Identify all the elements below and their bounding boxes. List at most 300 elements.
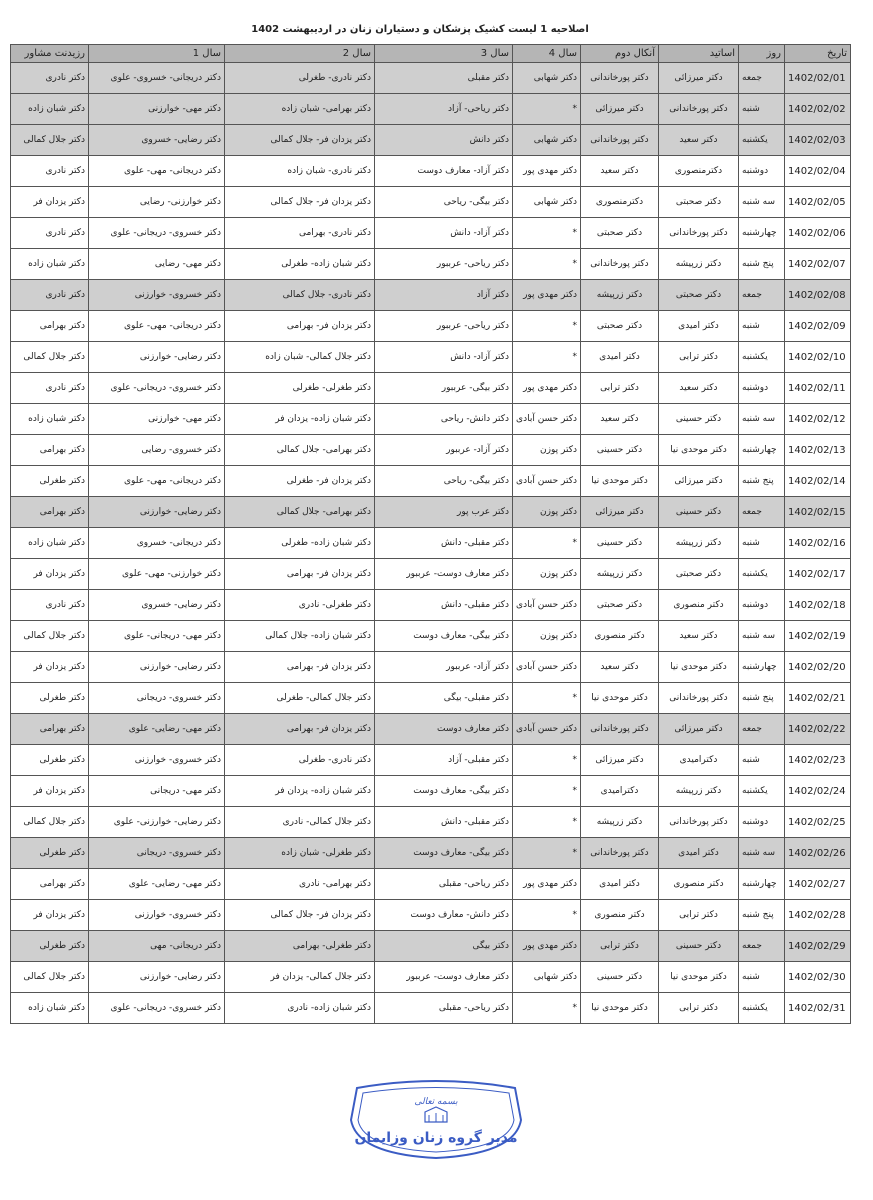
table-row [11,931,851,962]
table-row [11,342,851,373]
table-row [11,373,851,404]
cell-year-3: دکتر ریاحی- مقبلی [375,869,513,900]
cell-year-4: دکتر پوزن [513,559,581,590]
cell-year-3: دکتر بیگی- ریاحی [375,187,513,218]
cell-year-3: دکتر بیگی- معارف دوست [375,838,513,869]
cell-professor: دکتر موحدی نیا [659,962,739,993]
cell-year-2: دکتر شبان زاده- یزدان فر [225,776,375,807]
cell-year-1: دکتر خسروی- دریجانی- علوی [89,218,225,249]
cell-year-2: دکتر شبان زاده- جلال کمالی [225,621,375,652]
cell-year-3: دکتر آزاد- عرببور [375,435,513,466]
cell-year-1: دکتر مهی- دریجانی- علوی [89,621,225,652]
cell-second-oncall: دکتر زرپیشه [581,280,659,311]
cell-year-3: دکتر معارف دوست- عرببور [375,559,513,590]
cell-professor: دکتر حسینی [659,931,739,962]
cell-date: 1402/02/28 [785,900,851,931]
cell-consultant-resident: دکتر یزدان فر [11,776,89,807]
cell-year-1: دکتر دریجانی- مهی- علوی [89,466,225,497]
cell-year-1: دکتر خسروی- دریجانی [89,683,225,714]
cell-year-1: دکتر مهی- خوارزنی [89,94,225,125]
cell-consultant-resident: دکتر نادری [11,156,89,187]
cell-year-3: دکتر معارف دوست- عرببور [375,962,513,993]
cell-second-oncall: دکتر صحبتی [581,311,659,342]
cell-date: 1402/02/17 [785,559,851,590]
cell-professor: دکتر سعید [659,621,739,652]
cell-year-1: دکتر خسروی- خوارزنی [89,280,225,311]
cell-year-3: دکتر دانش- ریاحی [375,404,513,435]
cell-consultant-resident: دکتر طغرلی [11,466,89,497]
table-row [11,497,851,528]
cell-date: 1402/02/27 [785,869,851,900]
cell-year-4: * [513,218,581,249]
cell-year-2: دکتر جلال کمالی- شبان زاده [225,342,375,373]
cell-second-oncall: دکتر امیدی [581,869,659,900]
cell-day: چهارشنبه [739,652,785,683]
cell-year-1: دکتر مهی- رضایی [89,249,225,280]
cell-professor: دکتر سعید [659,125,739,156]
cell-day: یکشنبه [739,342,785,373]
table-row [11,621,851,652]
cell-year-4: دکتر شهابی [513,962,581,993]
cell-second-oncall: دکتر منصوری [581,900,659,931]
cell-year-3: دکتر ریاحی- عرببور [375,249,513,280]
table-row [11,962,851,993]
cell-year-1: دکتر خوارزنی- رضایی [89,187,225,218]
cell-year-3: دکتر بیگی- معارف دوست [375,776,513,807]
cell-day: شنبه [739,962,785,993]
cell-date: 1402/02/02 [785,94,851,125]
cell-year-2: دکتر یزدان فر- بهرامی [225,311,375,342]
table-row [11,63,851,94]
cell-second-oncall: دکتر پورخاندانی [581,714,659,745]
department-stamp [347,1080,525,1160]
cell-day: شنبه [739,94,785,125]
cell-year-2: دکتر طغرلی- طغرلی [225,373,375,404]
cell-date: 1402/02/06 [785,218,851,249]
cell-year-4: * [513,249,581,280]
cell-second-oncall: دکتر موحدی نیا [581,466,659,497]
cell-date: 1402/02/19 [785,621,851,652]
table-row [11,125,851,156]
cell-year-3: دکتر مقبلی- دانش [375,807,513,838]
cell-date: 1402/02/04 [785,156,851,187]
cell-day: دوشنبه [739,373,785,404]
cell-year-3: دکتر بیگی [375,931,513,962]
cell-date: 1402/02/01 [785,63,851,94]
cell-professor: دکتر حسینی [659,497,739,528]
cell-year-2: دکتر جلال کمالی- طغرلی [225,683,375,714]
cell-day: پنج شنبه [739,900,785,931]
header-year-4: سال 4 [513,45,581,63]
cell-date: 1402/02/11 [785,373,851,404]
cell-year-4: دکتر حسن آبادی [513,714,581,745]
table-row [11,900,851,931]
cell-year-2: دکتر بهرامی- جلال کمالی [225,435,375,466]
cell-day: جمعه [739,280,785,311]
cell-second-oncall: دکتر سعید [581,652,659,683]
cell-year-2: دکتر نادری- جلال کمالی [225,280,375,311]
cell-date: 1402/02/03 [785,125,851,156]
cell-day: دوشنبه [739,156,785,187]
cell-consultant-resident: دکتر بهرامی [11,714,89,745]
cell-day: سه شنبه [739,187,785,218]
table-row [11,652,851,683]
header-second-oncall: آنکال دوم [581,45,659,63]
cell-second-oncall: دکتر صحبتی [581,590,659,621]
cell-year-3: دکتر دانش [375,125,513,156]
cell-year-1: دکتر خسروی- دریجانی- علوی [89,993,225,1024]
cell-professor: دکتر زرپیشه [659,249,739,280]
cell-date: 1402/02/05 [785,187,851,218]
cell-professor: دکتر صحبتی [659,280,739,311]
cell-year-3: دکتر معارف دوست [375,714,513,745]
cell-date: 1402/02/25 [785,807,851,838]
cell-date: 1402/02/13 [785,435,851,466]
cell-professor: دکتر منصوری [659,869,739,900]
cell-year-2: دکتر نادری- طغرلی [225,745,375,776]
cell-year-1: دکتر دریجانی- خسروی- علوی [89,63,225,94]
table-row [11,590,851,621]
cell-second-oncall: دکتر میرزائی [581,497,659,528]
cell-year-4: دکتر شهابی [513,63,581,94]
cell-year-1: دکتر رضایی- خوارزنی [89,497,225,528]
cell-professor: دکترامیدی [659,745,739,776]
cell-year-4: دکتر حسن آبادی [513,590,581,621]
cell-year-3: دکتر مقبلی- دانش [375,590,513,621]
cell-year-4: * [513,807,581,838]
cell-consultant-resident: دکتر شبان زاده [11,249,89,280]
cell-year-2: دکتر شبان زاده- یزدان فر [225,404,375,435]
cell-day: جمعه [739,497,785,528]
cell-year-4: * [513,94,581,125]
cell-year-1: دکتر دریجانی- مهی [89,931,225,962]
header-consultant-resident: رزیدنت مشاور [11,45,89,63]
cell-year-3: دکتر ریاحی- آزاد [375,94,513,125]
cell-year-4: * [513,776,581,807]
cell-professor: دکتر منصوری [659,590,739,621]
cell-year-3: دکتر مقبلی [375,63,513,94]
header-year-3: سال 3 [375,45,513,63]
cell-second-oncall: دکتر میرزائی [581,94,659,125]
cell-date: 1402/02/12 [785,404,851,435]
cell-second-oncall: دکتر حسینی [581,962,659,993]
cell-year-2: دکتر جلال کمالی- نادری [225,807,375,838]
cell-professor: دکتر موحدی نیا [659,652,739,683]
table-row [11,94,851,125]
cell-day: سه شنبه [739,404,785,435]
table-row [11,311,851,342]
table-row [11,869,851,900]
cell-second-oncall: دکتر منصوری [581,621,659,652]
cell-year-2: دکتر یزدان فر- جلال کمالی [225,187,375,218]
cell-year-2: دکتر نادری- بهرامی [225,218,375,249]
cell-day: چهارشنبه [739,218,785,249]
cell-year-1: دکتر خسروی- دریجانی [89,838,225,869]
cell-consultant-resident: دکتر جلال کمالی [11,807,89,838]
cell-second-oncall: دکتر موحدی نیا [581,993,659,1024]
cell-second-oncall: دکتر پورخاندانی [581,125,659,156]
document-title: اصلاحیه 1 لیست کشیک پزشکان و دستیاران زنان در اردیبهشت 1402 [251,24,589,35]
table-row [11,156,851,187]
cell-year-3: دکتر بیگی- ریاحی [375,466,513,497]
cell-year-2: دکتر شبان زاده- طغرلی [225,528,375,559]
cell-year-4: دکتر مهدی پور [513,869,581,900]
cell-year-2: دکتر طغرلی- شبان زاده [225,838,375,869]
cell-consultant-resident: دکتر یزدان فر [11,652,89,683]
table-row [11,838,851,869]
cell-year-1: دکتر دریجانی- مهی- علوی [89,311,225,342]
cell-consultant-resident: دکتر شبان زاده [11,993,89,1024]
cell-second-oncall: دکتر ترابی [581,373,659,404]
cell-date: 1402/02/09 [785,311,851,342]
table-row [11,528,851,559]
cell-year-2: دکتر یزدان فر- جلال کمالی [225,900,375,931]
cell-year-2: دکتر بهرامی- نادری [225,869,375,900]
cell-day: چهارشنبه [739,869,785,900]
cell-date: 1402/02/16 [785,528,851,559]
cell-consultant-resident: دکتر نادری [11,280,89,311]
cell-date: 1402/02/30 [785,962,851,993]
cell-second-oncall: دکتر امیدی [581,342,659,373]
cell-consultant-resident: دکتر طغرلی [11,838,89,869]
svg-text:مدیر گروه زنان وزایمان: مدیر گروه زنان وزایمان [354,1130,518,1146]
cell-professor: دکتر صحبتی [659,187,739,218]
table-row [11,559,851,590]
table-row [11,218,851,249]
cell-professor: دکتر ترابی [659,993,739,1024]
cell-consultant-resident: دکتر جلال کمالی [11,125,89,156]
cell-second-oncall: دکتر پورخاندانی [581,838,659,869]
cell-professor: دکتر میرزائی [659,63,739,94]
table-row [11,993,851,1024]
cell-date: 1402/02/26 [785,838,851,869]
cell-year-3: دکتر عرب پور [375,497,513,528]
cell-day: یکشنبه [739,776,785,807]
cell-day: سه شنبه [739,838,785,869]
table-row [11,249,851,280]
cell-year-1: دکتر خسروی- دریجانی- علوی [89,373,225,404]
cell-day: جمعه [739,714,785,745]
cell-year-2: دکتر یزدان فر- طغرلی [225,466,375,497]
cell-professor: دکتر سعید [659,373,739,404]
cell-day: پنج شنبه [739,683,785,714]
cell-second-oncall: دکتر ترابی [581,931,659,962]
cell-year-1: دکتر رضایی- خوارزنی [89,652,225,683]
table-header-row [11,45,851,63]
cell-second-oncall: دکتر پورخاندانی [581,249,659,280]
header-date: تاریخ [785,45,851,63]
header-year-1: سال 1 [89,45,225,63]
cell-professor: دکتر زرپیشه [659,528,739,559]
cell-year-3: دکتر دانش- معارف دوست [375,900,513,931]
cell-day: یکشنبه [739,125,785,156]
cell-second-oncall: دکتر موحدی نیا [581,683,659,714]
cell-consultant-resident: دکتر نادری [11,590,89,621]
cell-year-2: دکتر جلال کمالی- یزدان فر [225,962,375,993]
cell-date: 1402/02/18 [785,590,851,621]
table-row [11,404,851,435]
cell-year-4: دکتر مهدی پور [513,373,581,404]
oncall-schedule-table [10,44,851,1024]
table-row [11,683,851,714]
cell-year-4: دکتر شهابی [513,125,581,156]
cell-year-4: * [513,311,581,342]
cell-day: پنج شنبه [739,466,785,497]
cell-date: 1402/02/20 [785,652,851,683]
cell-year-2: دکتر طغرلی- بهرامی [225,931,375,962]
cell-day: جمعه [739,931,785,962]
cell-year-2: دکتر یزدان فر- بهرامی [225,652,375,683]
cell-professor: دکتر حسینی [659,404,739,435]
cell-year-2: دکتر نادری- طغرلی [225,63,375,94]
cell-consultant-resident: دکتر بهرامی [11,497,89,528]
cell-year-1: دکتر دریجانی- خسروی [89,528,225,559]
cell-professor: دکتر پورخاندانی [659,218,739,249]
cell-year-1: دکتر خسروی- خوارزنی [89,900,225,931]
cell-day: شنبه [739,311,785,342]
cell-date: 1402/02/07 [785,249,851,280]
cell-date: 1402/02/29 [785,931,851,962]
cell-date: 1402/02/14 [785,466,851,497]
cell-date: 1402/02/23 [785,745,851,776]
cell-day: جمعه [739,63,785,94]
cell-date: 1402/02/21 [785,683,851,714]
cell-day: شنبه [739,745,785,776]
cell-year-1: دکتر مهی- رضایی- علوی [89,869,225,900]
cell-year-2: دکتر شبان زاده- طغرلی [225,249,375,280]
cell-second-oncall: دکتر میرزائی [581,745,659,776]
svg-text:بسمه تعالی: بسمه تعالی [414,1097,458,1107]
cell-date: 1402/02/08 [785,280,851,311]
cell-consultant-resident: دکتر یزدان فر [11,900,89,931]
cell-day: یکشنبه [739,559,785,590]
cell-consultant-resident: دکتر طغرلی [11,745,89,776]
cell-year-4: دکتر پوزن [513,435,581,466]
cell-second-oncall: دکتر حسینی [581,528,659,559]
cell-professor: دکتر پورخاندانی [659,683,739,714]
cell-second-oncall: دکترمنصوری [581,187,659,218]
cell-consultant-resident: دکتر نادری [11,373,89,404]
cell-professor: دکتر ترابی [659,900,739,931]
cell-consultant-resident: دکتر شبان زاده [11,404,89,435]
cell-consultant-resident: دکتر نادری [11,218,89,249]
cell-year-3: دکتر بیگی- معارف دوست [375,621,513,652]
cell-date: 1402/02/15 [785,497,851,528]
cell-professor: دکتر پورخاندانی [659,807,739,838]
cell-year-4: دکتر مهدی پور [513,280,581,311]
cell-year-1: دکتر رضایی- خسروی [89,125,225,156]
cell-year-4: * [513,993,581,1024]
table-row [11,466,851,497]
header-year-2: سال 2 [225,45,375,63]
table-row [11,745,851,776]
cell-year-4: دکتر پوزن [513,497,581,528]
cell-consultant-resident: دکتر بهرامی [11,435,89,466]
cell-professor: دکتر زرپیشه [659,776,739,807]
cell-year-2: دکتر یزدان فر- بهرامی [225,714,375,745]
cell-year-3: دکتر آزاد- معارف دوست [375,156,513,187]
cell-professor: دکتر میرزائی [659,714,739,745]
cell-year-1: دکتر رضایی- خوارزنی- علوی [89,807,225,838]
cell-professor: دکتر امیدی [659,311,739,342]
cell-year-3: دکتر مقبلی- دانش [375,528,513,559]
cell-year-4: دکتر حسن آبادی [513,466,581,497]
cell-day: پنج شنبه [739,249,785,280]
cell-year-4: دکتر حسن آبادی [513,404,581,435]
cell-day: سه شنبه [739,621,785,652]
cell-second-oncall: دکتر صحبتی [581,218,659,249]
cell-year-4: * [513,838,581,869]
cell-year-3: دکتر مقبلی- بیگی [375,683,513,714]
cell-year-1: دکتر مهی- رضایی- علوی [89,714,225,745]
cell-year-1: دکتر رضایی- خوارزنی [89,962,225,993]
cell-professor: دکترمنصوری [659,156,739,187]
cell-professor: دکتر صحبتی [659,559,739,590]
cell-year-2: دکتر بهرامی- شبان زاده [225,94,375,125]
cell-year-3: دکتر ریاحی- عرببور [375,311,513,342]
cell-second-oncall: دکتر زرپیشه [581,807,659,838]
cell-year-2: دکتر طغرلی- نادری [225,590,375,621]
cell-year-1: دکتر دریجانی- مهی- علوی [89,156,225,187]
cell-year-4: * [513,683,581,714]
cell-day: دوشنبه [739,807,785,838]
cell-year-3: دکتر آزاد- دانش [375,342,513,373]
cell-year-1: دکتر مهی- خوارزنی [89,404,225,435]
cell-year-4: دکتر مهدی پور [513,156,581,187]
header-professors: اساتید [659,45,739,63]
cell-year-2: دکتر یزدان فر- بهرامی [225,559,375,590]
cell-consultant-resident: دکتر طغرلی [11,683,89,714]
cell-year-1: دکتر خوارزنی- مهی- علوی [89,559,225,590]
cell-year-3: دکتر آزاد [375,280,513,311]
cell-consultant-resident: دکتر بهرامی [11,311,89,342]
table-row [11,435,851,466]
cell-date: 1402/02/24 [785,776,851,807]
cell-day: چهارشنبه [739,435,785,466]
cell-second-oncall: دکتر سعید [581,404,659,435]
cell-day: یکشنبه [739,993,785,1024]
cell-professor: دکتر پورخاندانی [659,94,739,125]
cell-date: 1402/02/31 [785,993,851,1024]
cell-year-1: دکتر خسروی- خوارزنی [89,745,225,776]
table-row [11,187,851,218]
cell-year-4: * [513,900,581,931]
cell-year-4: * [513,342,581,373]
cell-year-1: دکتر رضایی- خوارزنی [89,342,225,373]
cell-day: دوشنبه [739,590,785,621]
table-row [11,280,851,311]
cell-professor: دکتر میرزائی [659,466,739,497]
cell-year-4: * [513,745,581,776]
cell-year-1: دکتر مهی- دریجانی [89,776,225,807]
cell-consultant-resident: دکتر جلال کمالی [11,342,89,373]
cell-year-4: دکتر شهابی [513,187,581,218]
cell-date: 1402/02/22 [785,714,851,745]
cell-second-oncall: دکتر حسینی [581,435,659,466]
cell-year-4: دکتر پوزن [513,621,581,652]
table-row [11,807,851,838]
cell-year-3: دکتر ریاحی- مقبلی [375,993,513,1024]
cell-year-2: دکتر نادری- شبان زاده [225,156,375,187]
cell-second-oncall: دکتر سعید [581,156,659,187]
cell-consultant-resident: دکتر یزدان فر [11,559,89,590]
cell-year-2: دکتر یزدان فر- جلال کمالی [225,125,375,156]
cell-year-4: دکتر مهدی پور [513,931,581,962]
cell-year-2: دکتر شبان زاده- نادری [225,993,375,1024]
cell-consultant-resident: دکتر نادری [11,63,89,94]
cell-professor: دکتر امیدی [659,838,739,869]
cell-consultant-resident: دکتر شبان زاده [11,94,89,125]
